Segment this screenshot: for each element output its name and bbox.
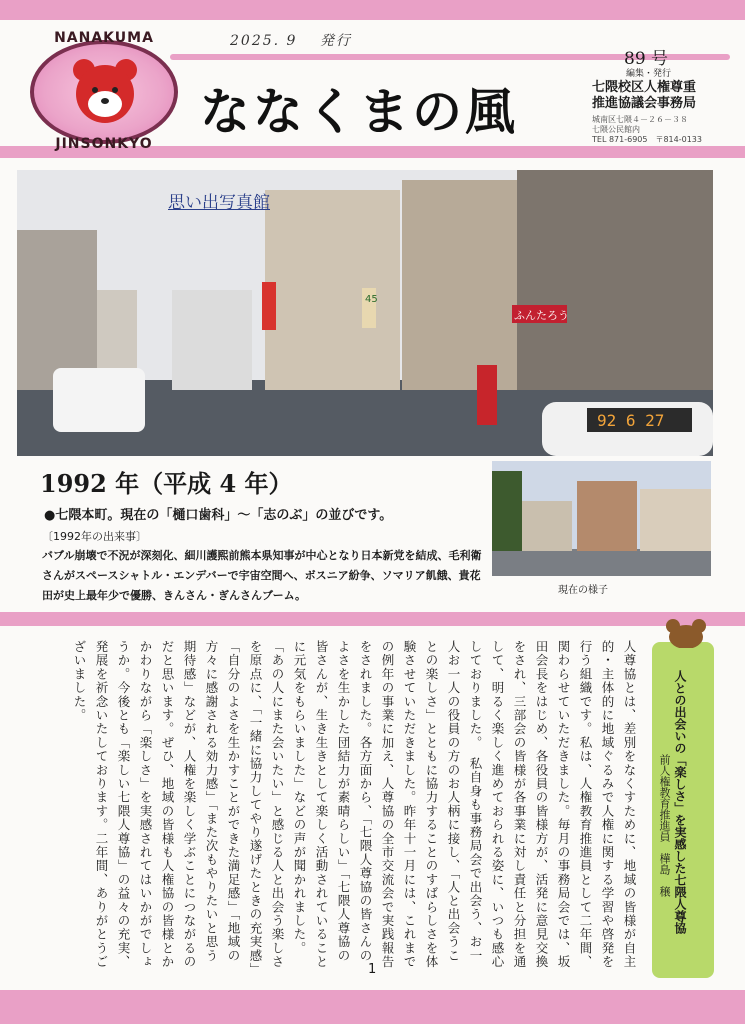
telephone: TEL 871-6905 〒814-0133: [592, 135, 702, 144]
publisher-label: 編集・発行: [626, 69, 672, 79]
memory-year: 1992 年（平成 4 年）: [40, 469, 293, 498]
publisher-address: [592, 115, 702, 145]
bear-head-icon: [664, 618, 708, 648]
issue-date: 2025. 9 発行: [230, 33, 352, 49]
address-line-1: 城南区七隈４－２６－３８: [592, 115, 688, 124]
top-border: [0, 0, 745, 20]
current-photo-caption: 現在の様子: [558, 585, 608, 596]
bottom-border: [0, 990, 745, 1024]
date-stamp: 92 6 27: [597, 411, 665, 430]
issue-number: 89 号: [624, 49, 669, 69]
publisher-org: [592, 80, 732, 112]
bear-mascot-icon: [70, 56, 140, 126]
org-line-2: 推進協議会事務局: [592, 96, 697, 111]
memory-photo: [17, 170, 713, 456]
photo-section-title: 思い出写真館: [168, 193, 270, 213]
sign-45: 45: [365, 294, 378, 305]
logo-text-bottom: JINSONKYO: [55, 136, 153, 152]
page-number: 1: [368, 962, 377, 977]
sign-restaurant: ふんたろう: [514, 309, 569, 322]
newsletter-title: ななくまの風: [200, 83, 518, 141]
article-body: 人尊協とは、差別をなくすために、地域の皆様が自主的・主体的に地域ぐるみで人権に関する学習や啓発を行う組織です。私は、人権教育推進員として二年間、関わらせていただきました。毎月の事務局会では、坂田会長をはじめ、各役員の皆様方が、活発に意見交換をされ、三部会の皆様が各事業に対し責任と分担を通して、明るく楽しく進めておられる姿に、いつも感心しておりました。 私自身も事務局会で出会う、お一人お一人の役員の方のお人柄に接し、「人と出会うことの楽しさ」とともに協力することのすばらしさを体験させていただきました。昨年十一月には、これまでの例年の事業に加え、人尊協の全市交流会で実践報告をされました。各方面から、「七隈人尊協の皆さんのよさを生かした団結力が素晴らしい」「七隈人尊協の皆さんが、生き生きとして楽しく活動されていることに元気をもらいました」などの声が聞かれました。 「あの人にまた会いたい」と感じる人と出会う楽しさを原点に、「一緒に協力してやり遂げたときの充実感」「自分のよさを生かすことができた満足感」「地域の方々に感謝される効力感」「また次もやりたいと思う期待感」などが、人権を楽しく学ぶことにつながるのだと思います。ぜひ、地域の皆様も人権協の皆様とかかわりながら「楽しさ」を実感されてはいかがでしょうか。今後とも「楽しい七隈人尊協」の益々の充実、発展を祈念いたしております。二年間、ありがとうございました。: [72, 640, 637, 970]
memory-place: ●七隈本町。現在の「樋口歯科」～「志のぶ」の並びです。: [44, 508, 393, 523]
address-line-2: 七隈公民館内: [592, 125, 640, 134]
org-line-1: 七隈校区人権尊重: [592, 80, 697, 95]
article-author: 前人権教育推進員 樺島 穣: [658, 754, 671, 897]
article-heading: 人との出会いの「楽しさ」を実感した七隈人尊協: [673, 670, 687, 934]
events-text: バブル崩壊で不況が深刻化、細川護熙前熊本県知事が中心となり日本新党を結成、毛利衛さんがスペースシャトル・エンデバーで宇宙空間へ、ボスニア紛争、ソマリア飢餓、貴花田が史上最年少で優勝、きんさん・ぎんさんブーム。: [42, 549, 482, 602]
events-heading: 〔1992年の出来事〕: [42, 530, 147, 543]
mid-divider: [0, 612, 745, 626]
current-photo: [492, 461, 711, 576]
logo-text-top: NANAKUMA: [54, 30, 154, 46]
